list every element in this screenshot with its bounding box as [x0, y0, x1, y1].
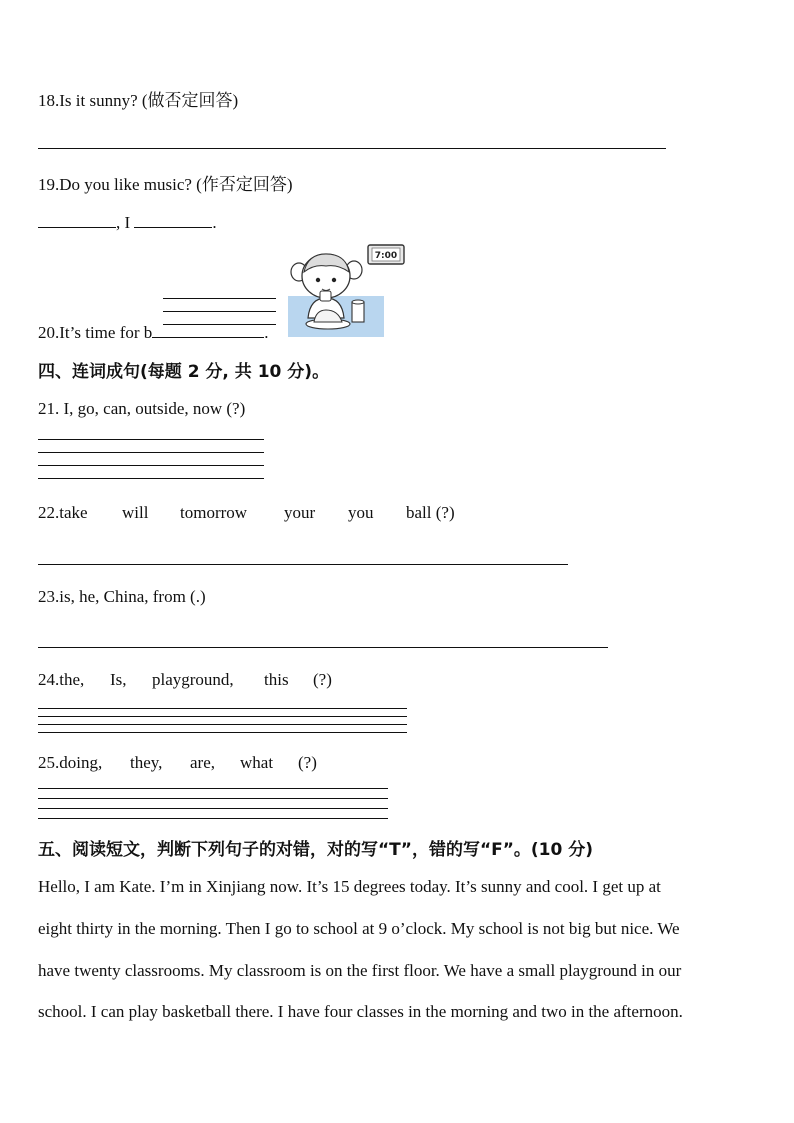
answer-line-22[interactable] — [38, 564, 568, 565]
guide-line-20a — [163, 298, 276, 299]
q25-word: (?) — [298, 753, 317, 772]
q24-word: (?) — [313, 670, 332, 689]
passage-line: have twenty classrooms. My classroom is on the first floor. We have a small playground in our — [38, 961, 682, 980]
answer-line-25a[interactable] — [38, 788, 388, 789]
answer-line-24d[interactable] — [38, 732, 407, 733]
q25-word: are, — [190, 753, 216, 772]
q22-word: your — [284, 503, 316, 522]
answer-line-24b[interactable] — [38, 716, 407, 717]
answer-line-24c[interactable] — [38, 724, 407, 725]
q22-word: ball (?) — [406, 503, 455, 522]
q24-word: playground, — [152, 670, 234, 689]
q25-word: 25.doing, — [38, 753, 103, 772]
girl-breakfast-illustration — [286, 242, 408, 338]
question-18: 18.Is it sunny? (做否定回答) — [38, 91, 239, 110]
question-20 — [38, 323, 269, 343]
passage-line: school. I can play basketball there. I have four classes in the morning and two in the afternoon. — [38, 1002, 683, 1021]
section-5-title: 五、阅读短文，判断下列句子的对错，对的写“T”，错的写“F”。(10 分) — [38, 840, 594, 860]
q22-word: will — [122, 503, 149, 522]
q25-word: they, — [130, 753, 163, 772]
answer-line-24a[interactable] — [38, 708, 407, 709]
clock-icon — [368, 245, 404, 264]
answer-line-25c[interactable] — [38, 808, 388, 809]
section-4-title: 四、连词成句(每题 2 分, 共 10 分)。 — [38, 362, 330, 382]
answer-blank-19b[interactable] — [134, 213, 212, 228]
answer-line-25d[interactable] — [38, 818, 388, 819]
clock-time: 7:00 — [374, 251, 398, 261]
q24-word: this — [264, 670, 289, 689]
question-21: 21. I, go, can, outside, now (?) — [38, 399, 246, 418]
answer-19-mid: , I — [116, 213, 135, 232]
passage-line: eight thirty in the morning. Then I go to school at 9 o’clock. My school is not big but nice. We — [38, 919, 680, 938]
answer-row-19 — [38, 213, 217, 233]
answer-19-end: . — [212, 213, 217, 232]
question-20-text: 20.It’s time for b — [38, 323, 153, 342]
question-20-end: . — [264, 323, 269, 342]
q25-word: what — [240, 753, 274, 772]
answer-line-21a[interactable] — [38, 439, 264, 440]
q22-word: you — [348, 503, 374, 522]
question-19: 19.Do you like music? (作否定回答) — [38, 175, 293, 194]
q22-word: 22.take — [38, 503, 88, 522]
guide-line-20b — [163, 311, 276, 312]
question-23: 23.is, he, China, from (.) — [38, 587, 206, 606]
answer-line-23[interactable] — [38, 647, 608, 648]
q24-word: Is, — [110, 670, 127, 689]
answer-line-25b[interactable] — [38, 798, 388, 799]
answer-line-21d[interactable] — [38, 478, 264, 479]
answer-blank-20[interactable] — [152, 323, 264, 338]
q24-word: 24.the, — [38, 670, 85, 689]
answer-line-21b[interactable] — [38, 452, 264, 453]
answer-line-18[interactable] — [38, 148, 666, 149]
answer-blank-19a[interactable] — [38, 213, 116, 228]
answer-line-21c[interactable] — [38, 465, 264, 466]
passage-line: Hello, I am Kate. I’m in Xinjiang now. It’s 15 degrees today. It’s sunny and cool. I get up at — [38, 877, 661, 896]
q22-word: tomorrow — [180, 503, 248, 522]
